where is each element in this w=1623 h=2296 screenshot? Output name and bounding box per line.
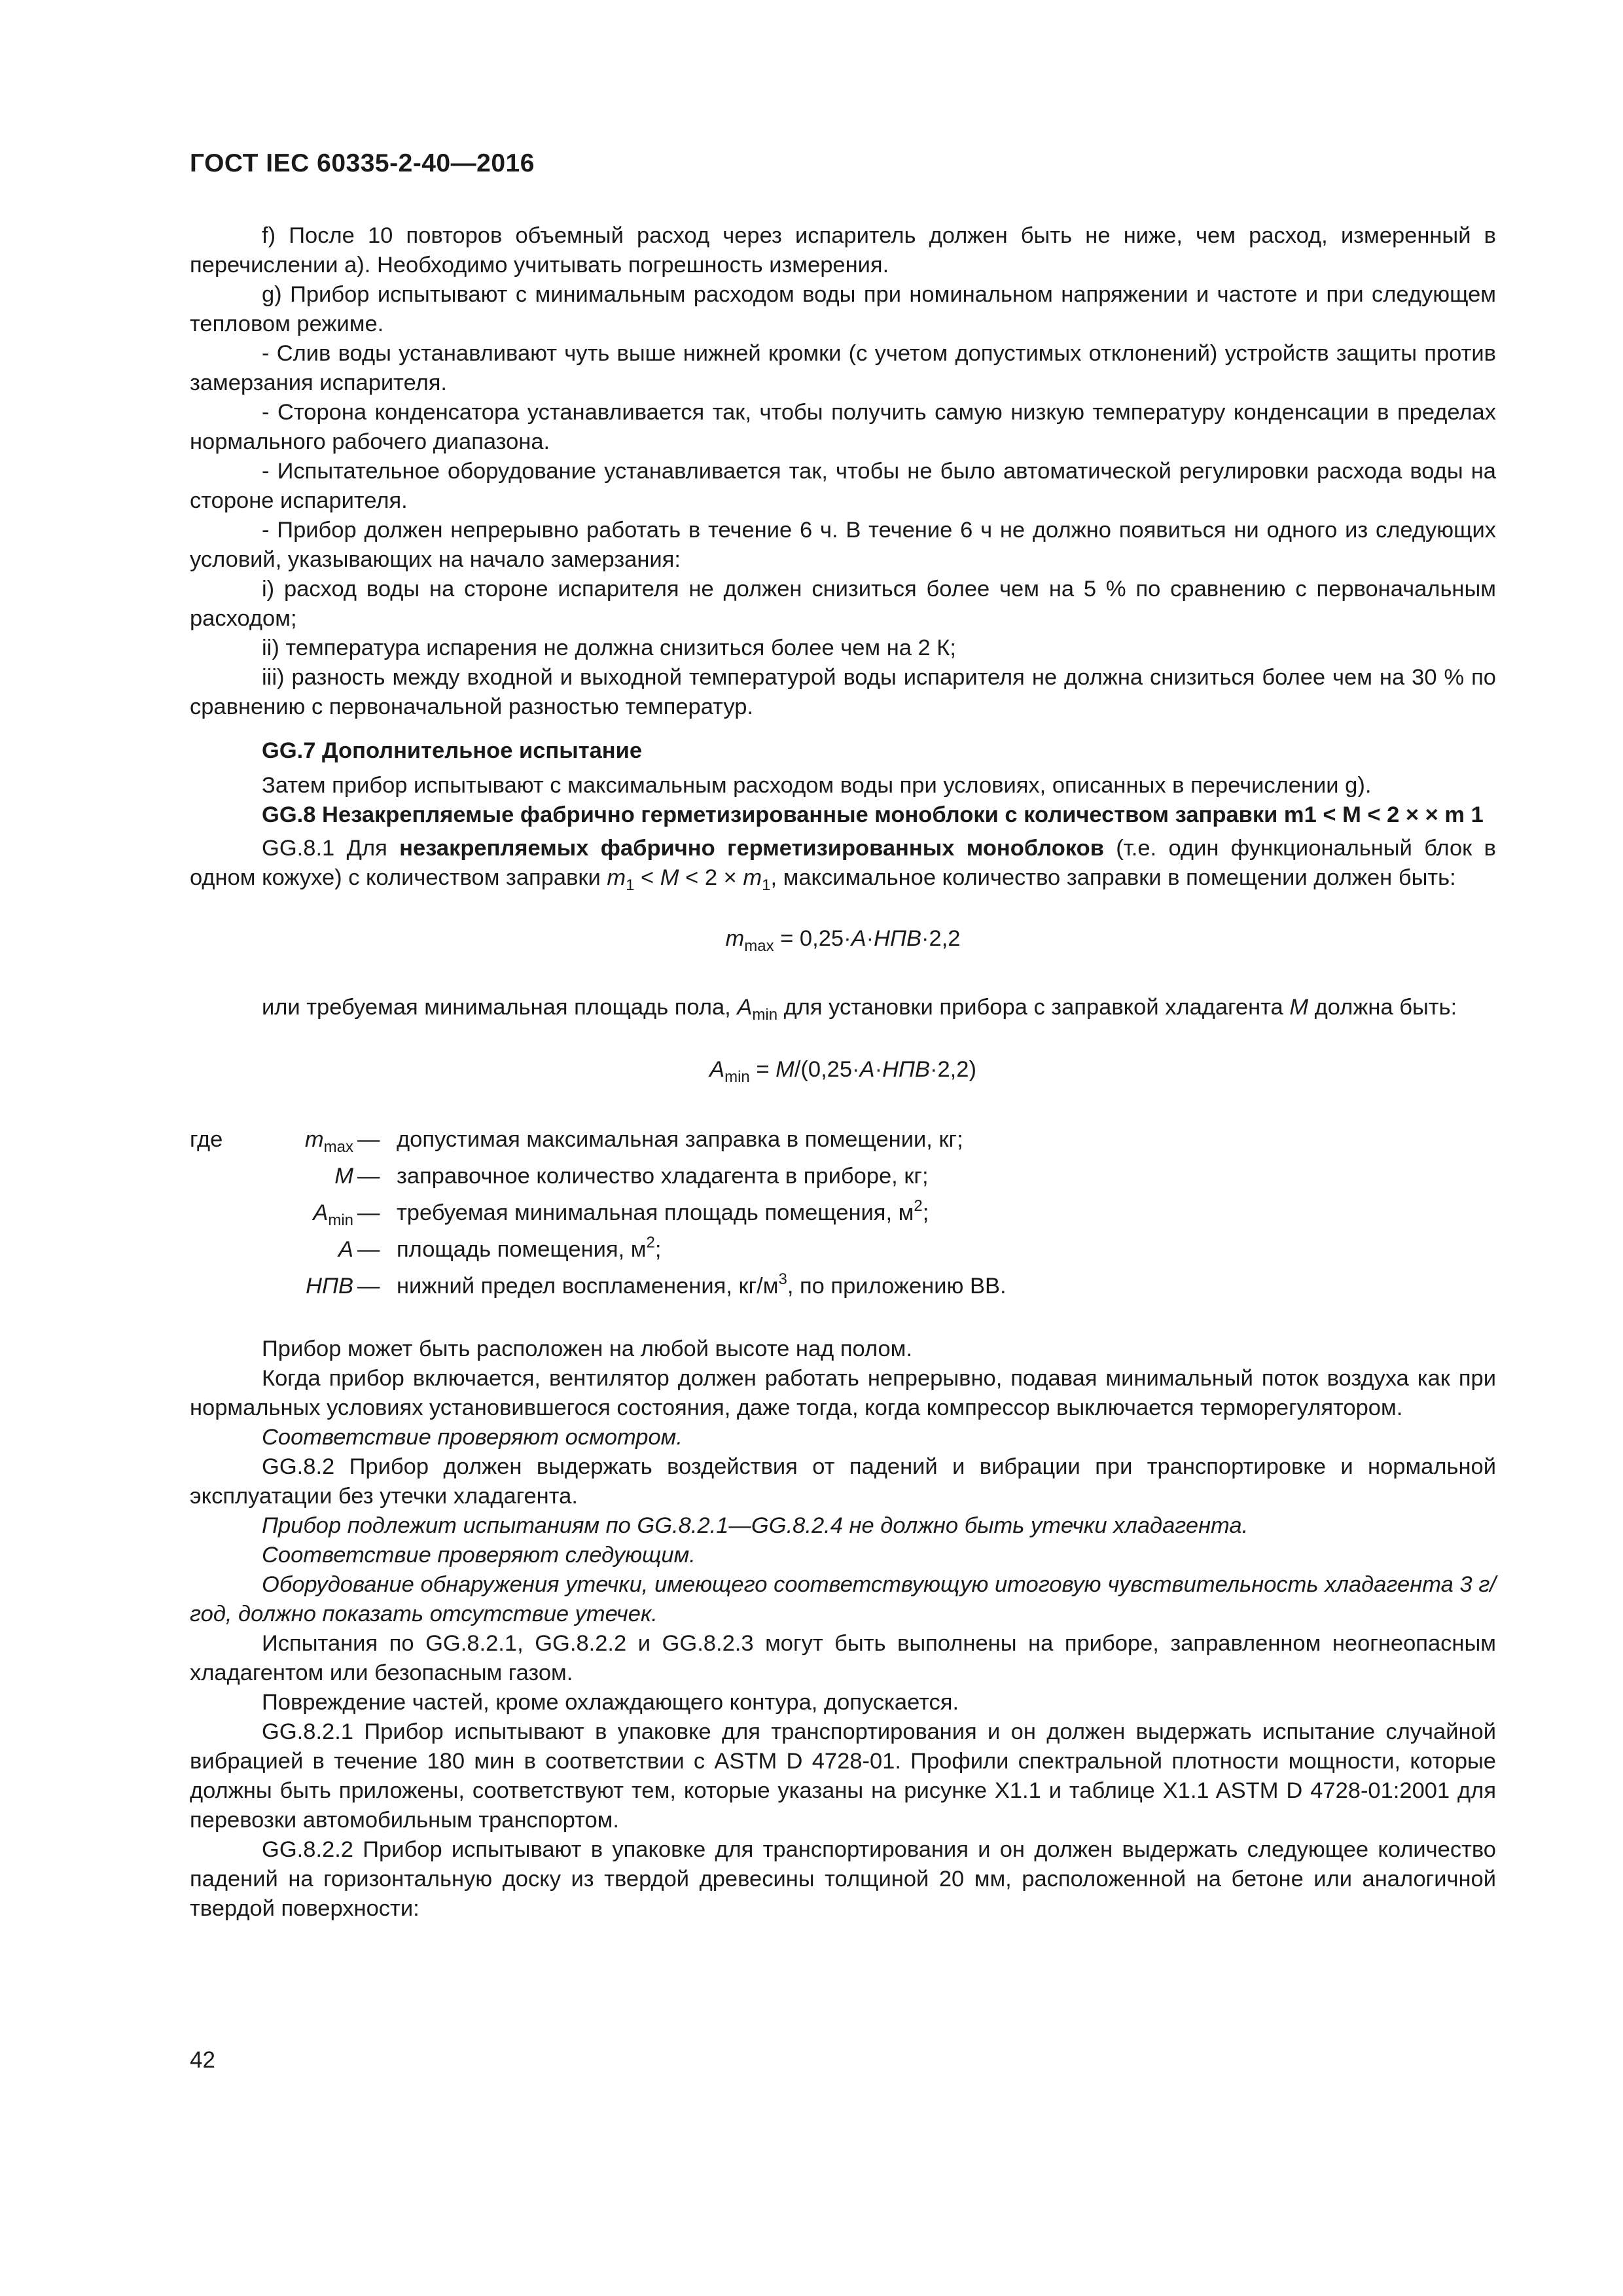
- paragraph-f: f) После 10 повторов объемный расход через испаритель должен быть не ниже, чем расход, измеренный в перечислении а). Необходимо учитывать погрешность измерения.: [190, 223, 1496, 278]
- condition-ii: ii) температура испарения не должна снизиться более чем на 2 К;: [262, 636, 956, 660]
- section-heading-gg8: GG.8 Незакрепляемые фабрично герметизированные моноблоки с количеством заправки m1 < M < 2 × × m 1: [262, 802, 1484, 827]
- paragraph-g-item-2: - Сторона конденсатора устанавливается так, чтобы получить самую низкую температуру конденсации в пределах нормального рабочего диапазона.: [190, 400, 1496, 454]
- symbol-definitions: [190, 1125, 1496, 1308]
- compliance-note: Соответствие проверяют осмотром.: [262, 1425, 683, 1450]
- gg82-italic-1: Прибор подлежит испытаниям по GG.8.2.1—GG.8.2.4 не должно быть утечки хладагента.: [262, 1513, 1249, 1538]
- gg82-italic-2: Соответствие проверяют следующим.: [262, 1543, 696, 1568]
- definition-row: M — заправочное количество хладагента в приборе, кг;: [334, 1164, 929, 1189]
- after-paragraph-2: Когда прибор включается, вентилятор должен работать непрерывно, подавая минимальный поток воздуха как при нормальных условиях установившегося состояния, даже тогда, когда компрессор выключается терморегулятором.: [190, 1366, 1496, 1420]
- gg82-paragraph: GG.8.2 Прибор должен выдержать воздействия от падений и вибрации при транспортировке и нормальной эксплуатации без утечки хладагента.: [190, 1454, 1496, 1509]
- definition-row: A — площадь помещения, $м^2$;: [338, 1234, 662, 1262]
- definition-row: НПВ — нижний предел воспламенения, $кг/м^3$, по приложению ВВ.: [306, 1270, 1007, 1299]
- body-text: [190, 221, 1496, 1924]
- gg821-paragraph: GG.8.2.1 Прибор испытывают в упаковке для транспортирования и он должен выдержать испытание случайной вибрацией в течение 180 мин в соответствии с ASTM D 4728-01. Профили спектральной плотности мощности, которые должны быть приложены, соответствуют тем, которые указаны на рисунке X1.1 и таблице X1.1 ASTM D 4728-01:2001 для перевозки автомобильным транспортом.: [190, 1719, 1496, 1833]
- paragraph-g-item-3: - Испытательное оборудование устанавливается так, чтобы не было автоматической регулировки расхода воды на стороне испарителя.: [190, 459, 1496, 513]
- gg7-text: Затем прибор испытывают с максимальным расходом воды при условиях, описанных в перечислении g).: [262, 773, 1372, 798]
- condition-iii: iii) разность между входной и выходной температурой воды испарителя не должна снизиться более чем на 30 % по сравнению с первоначальной разностью температур.: [190, 665, 1496, 719]
- gg82-text-2: Повреждение частей, кроме охлаждающего контура, допускается.: [262, 1690, 959, 1715]
- definition-row: где $m_{max}$ — допустимая максимальная заправка в помещении, кг;: [190, 1127, 963, 1156]
- gg81-paragraph: GG.8.1 Для незакрепляемых фабрично герметизированных моноблоков (т.е. один функциональный блок в одном кожухе) с количеством заправки $m_1 < M < 2 \times m_1$, максимальное количество заправки в помещении должен быть:: [190, 836, 1496, 894]
- formula-mmax: $m_{max} = 0,25\cdot A\cdot НПВ\cdot 2,2$: [725, 926, 961, 955]
- definition-row: $A_{min}$ — требуемая минимальная площадь помещения, $м^2$;: [313, 1197, 929, 1229]
- paragraph-g-item-1: - Слив воды устанавливают чуть выше нижней кромки (с учетом допустимых отклонений) устройств защиты против замерзания испарителя.: [190, 341, 1496, 395]
- formula-amin: $A_{min} = M/(0,25\cdot A\cdot НПВ\cdot 2,2)$: [709, 1057, 976, 1086]
- standard-header: ГОСТ IEC 60335-2-40—2016: [190, 149, 535, 177]
- after-paragraph-1: Прибор может быть расположен на любой высоте над полом.: [262, 1336, 912, 1361]
- gg82-text-1: Испытания по GG.8.2.1, GG.8.2.2 и GG.8.2.3 могут быть выполнены на приборе, заправленном неогнеопасным хладагентом или безопасным газом.: [190, 1631, 1496, 1685]
- page-number: 42: [190, 2047, 215, 2073]
- condition-i: i) расход воды на стороне испарителя не должен снизиться более чем на 5 % по сравнению с первоначальным расходом;: [190, 577, 1496, 631]
- gg82-italic-3: Оборудование обнаружения утечки, имеющего соответствующую итоговую чувствительность хладагента 3 г/год, должно показать отсутствие утечек.: [190, 1572, 1496, 1626]
- section-heading-gg7: GG.7 Дополнительное испытание: [262, 738, 643, 763]
- paragraph-g-item-4: - Прибор должен непрерывно работать в течение 6 ч. В течение 6 ч не должно появиться ни одного из следующих условий, указывающих на начало замерзания:: [190, 518, 1496, 572]
- amin-intro: или требуемая минимальная площадь пола, $A_{min}$ для установки прибора с заправкой хладагента M должна быть:: [262, 995, 1457, 1024]
- gg822-paragraph: GG.8.2.2 Прибор испытывают в упаковке для транспортирования и он должен выдержать следующее количество падений на горизонтальную доску из твердой древесины толщиной 20 мм, расположенной на бетоне или аналогичной твердой поверхности:: [190, 1837, 1496, 1921]
- paragraph-g: g) Прибор испытывают с минимальным расходом воды при номинальном напряжении и частоте и при следующем тепловом режиме.: [190, 282, 1496, 336]
